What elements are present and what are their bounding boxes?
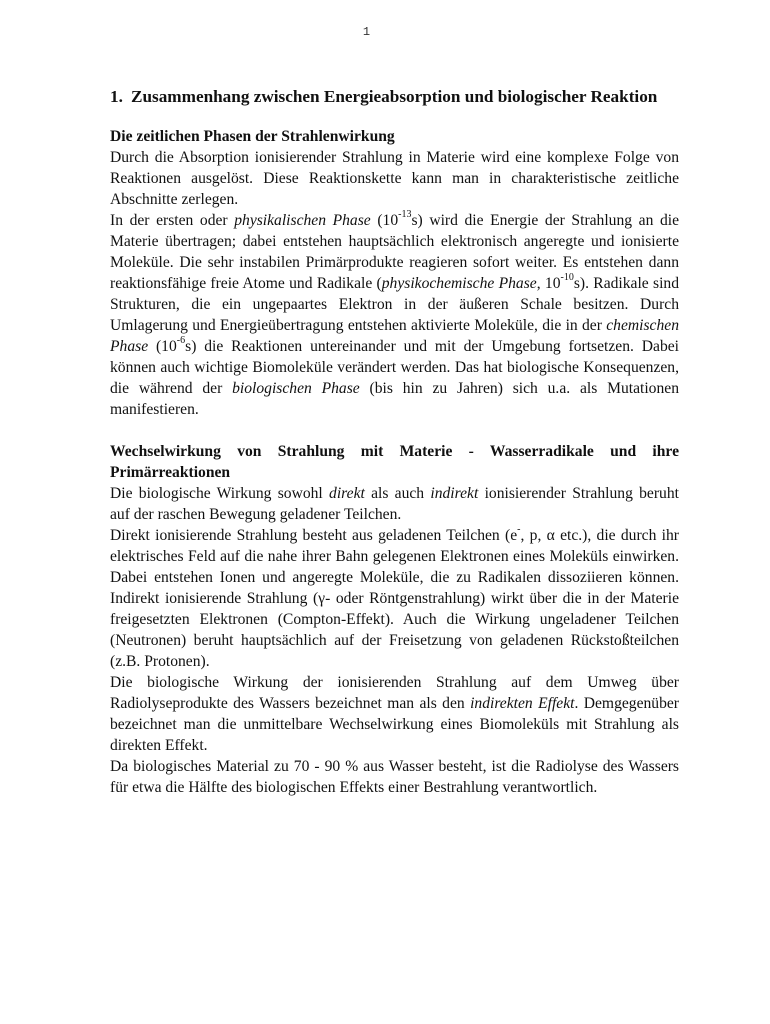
paragraph-phases xyxy=(110,210,679,420)
text-run: Die biologische Wirkung sowohl xyxy=(110,484,330,502)
text-run: , p, α etc.), die durch ihr elektrisches Feld auf die nahe ihrer Bahn gelegenen Elektronen eines Moleküls einwirken. Dabei entstehen Ionen und angeregte Moleküle, die zu Radikalen dissoziieren können. Indirekt ionisierende Strahlung (γ- oder Röntgenstrahlung) wirkt über die in der Materie freigesetzten Elektronen (Compton-Effekt). Auch die Wirkung ungeladener Teilchen (Neutronen) beruht hauptsächlich auf der Freisetzung von geladenen Rückstoßteilchen (z.B. Protonen). xyxy=(110,526,679,670)
italic-term: physikalischen Phase xyxy=(234,211,371,229)
section-heading-phases: Die zeitlichen Phasen der Strahlenwirkung xyxy=(110,127,395,145)
italic-term: physikochemische Phase xyxy=(381,274,537,292)
text-run: als auch xyxy=(364,484,431,502)
page-number: 1 xyxy=(362,25,371,39)
text-run: (10 xyxy=(148,337,177,355)
italic-term: direkt xyxy=(329,484,365,502)
text-run: (bis hin zu Jahren) sich u.a. als Mutationen manifestieren. xyxy=(110,379,679,418)
text-run: (10 xyxy=(370,211,399,229)
text-run: Die biologische Wirkung der ionisierenden Strahlung auf dem Umweg über Radiolyseprodukte des Wassers bezeichnet man als den xyxy=(110,673,679,712)
text-run: s) die Reaktionen untereinander und mit der Umgebung fortsetzen. Dabei können auch wichtige Biomoleküle verändert werden. Das hat biologische Konsequenzen, die während der xyxy=(110,337,680,397)
paragraph-direct-ionizing xyxy=(110,525,679,672)
italic-term: indirekt xyxy=(430,484,479,502)
paragraph-absorption: Durch die Absorption ionisierender Strahlung in Materie wird eine komplexe Folge von Reaktionen ausgelöst. Diese Reaktionskette kann man in charakteristische zeitliche Abschnitte zerlegen. xyxy=(110,148,679,208)
text-run: Direkt ionisierende Strahlung besteht aus geladenen Teilchen (e xyxy=(110,526,518,544)
text-run: s). Radikale sind Strukturen, die ein ungepaartes Elektron in der äußeren Schale besitzen. Durch Umlagerung und Energieübertragung entstehen aktivierte Moleküle, die in der xyxy=(110,274,680,334)
superscript-minus: - xyxy=(517,524,521,536)
italic-term: biologischen Phase xyxy=(232,379,360,397)
exponent: -6 xyxy=(176,335,186,347)
exponent: -13 xyxy=(398,209,412,221)
text-run: In der ersten oder xyxy=(110,211,235,229)
section-spacer xyxy=(110,420,679,441)
paragraph-direct-indirect xyxy=(110,483,679,525)
chapter-number: 1. xyxy=(110,87,123,106)
exponent: -10 xyxy=(560,272,574,284)
chapter-title-text: Zusammenhang zwischen Energieabsorption und biologischer Reaktion xyxy=(131,87,658,106)
paragraph-water-content: Da biologisches Material zu 70 - 90 % aus Wasser besteht, ist die Radiolyse des Wassers für etwa die Hälfte des biologischen Effekts einer Bestrahlung verantwortlich. xyxy=(110,757,679,796)
italic-term: chemischen Phase xyxy=(110,316,679,355)
text-run: . Demgegenüber bezeichnet man die unmittelbare Wechselwirkung eines Biomoleküls mit Strahlung als direkten Effekt. xyxy=(110,694,680,754)
text-run: s) wird die Energie der Strahlung an die Materie übertragen; dabei entstehen hauptsächlich elektronisch angeregte und ionisierte Moleküle. Die sehr instabilen Primärprodukte reagieren sofort weiter. Es entstehen dann reaktionsfähige freie Atome und Radikale ( xyxy=(110,211,680,292)
text-run: ionisierender Strahlung beruht auf der raschen Bewegung geladener Teilchen. xyxy=(110,484,679,523)
italic-term: indirekten Effekt xyxy=(470,694,575,712)
text-run: , 10 xyxy=(536,274,561,292)
document-body xyxy=(110,86,679,798)
paragraph-radiolysis xyxy=(110,672,679,756)
chapter-title xyxy=(110,86,679,108)
section-heading-interaction: Wechselwirkung von Strahlung mit Materie - Wasserradikale und ihre Primärreaktionen xyxy=(110,442,679,481)
